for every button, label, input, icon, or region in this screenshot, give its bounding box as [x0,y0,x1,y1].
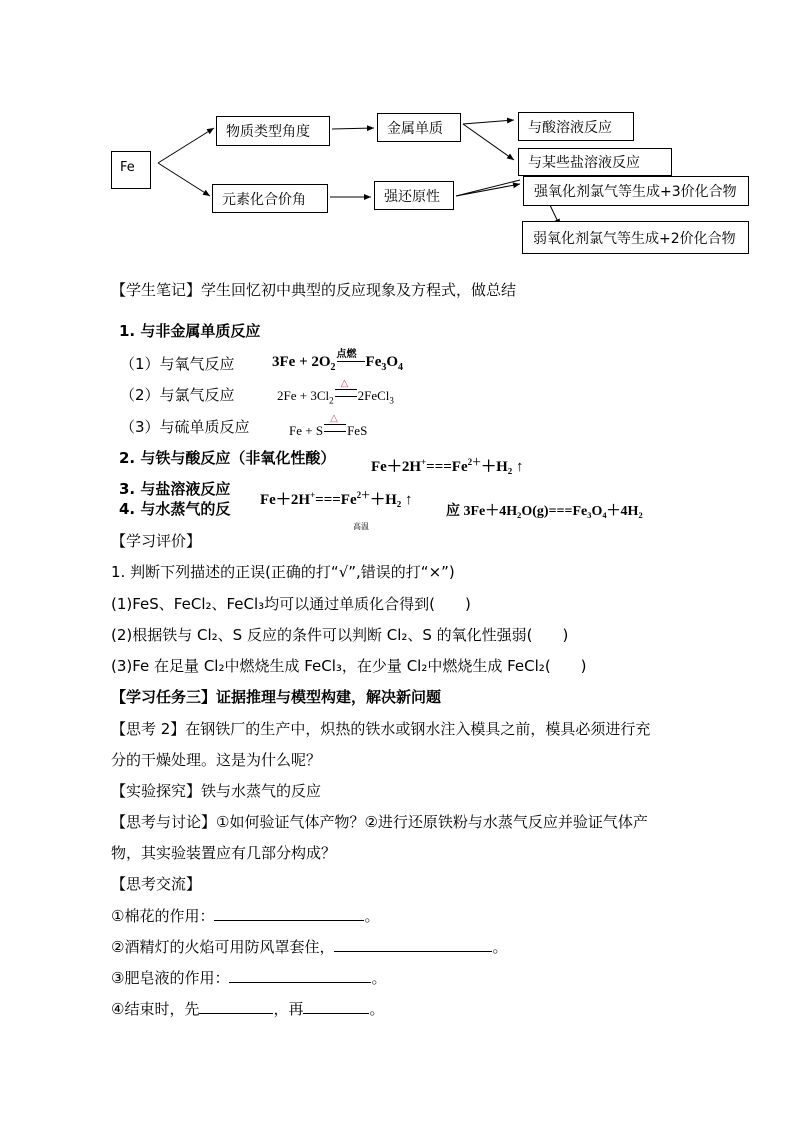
answer-blank-first-step[interactable] [199,999,273,1014]
valence-angle-box [212,184,328,213]
condition-heat-icon: △ [324,424,346,432]
arrow-reducing-to-strong [456,184,520,196]
exchange-item-3: ③肥皂液的作用： 。 [111,969,387,987]
equation-fe-steam: 应 3Fe＋4H₂O(g)===Fe₃O₄＋4H₂ [446,504,643,519]
equation-fe-oxygen: $3Fe + 2O_2$ 点燃 $Fe_3O_4$ [272,349,404,373]
condition-ignite: 点燃 [337,355,365,362]
notes-heading: 【学生笔记】学生回忆初中典型的反应现象及方程式，做总结 [111,281,517,299]
exchange-item-1: ①棉花的作用： 。 [111,907,380,925]
item-1-2: （2）与氯气反应 [120,386,235,404]
item-1-1: （1）与氧气反应 [120,355,235,373]
condition-heat-icon: △ [335,389,357,397]
evaluation-heading: 【学习评价】 [111,532,202,550]
section-4-title: 4. 与水蒸气的反 [119,500,231,518]
salt-reaction-box [518,148,672,176]
valence-angle-label: 元素化合价角 [222,191,306,208]
salt-reaction-label: 与某些盐溶液反应 [528,155,640,171]
metal-element-box [377,113,461,142]
arrow-metal-to-acid [463,120,514,124]
discuss-line1: 【思考与讨论】①如何验证气体产物？②进行还原铁粉与水蒸气反应并验证气体产 [111,813,648,831]
weak-oxidizer-label: 弱氧化剂氯气等生成+2价化合物 [533,230,736,247]
question-1-3: (3)Fe 在足量 Cl₂中燃烧生成 FeCl₃，在少量 Cl₂中燃烧生成 FeCl₂( ) [111,657,587,675]
answer-blank-windshield[interactable] [334,937,492,952]
equation-fe-salt: $Fe+2H^+===Fe^{2+}+H_2$ ↑ [260,490,413,508]
arrow-fe-to-category [158,128,214,163]
weak-oxidizer-box [522,221,749,254]
strong-oxidizer-box [523,176,749,206]
arrow-fe-to-valence [158,163,210,196]
equation-fe-acid: $Fe+2H^+===Fe^{2+}+H_2$ ↑ [371,457,524,475]
equation-fe-chlorine: $2Fe + 3Cl_2$ △ 2FeCl$_3$ [277,378,394,406]
strong-oxidizer-label: 强氧化剂氯气等生成+3价化合物 [534,184,737,200]
exchange-item-4: ④结束时，先 ，再 。 [111,1000,385,1018]
acid-reaction-box [518,112,634,141]
experiment-heading: 【实验探究】铁与水蒸气的反应 [111,782,322,800]
question-1: 1. 判断下列描述的正误(正确的打“√”,错误的打“×”) [111,563,455,581]
arrow-metal-to-salt [463,124,514,160]
acid-reaction-label: 与酸溶液反应 [528,119,612,136]
category-angle-label: 物质类型角度 [226,124,310,140]
item-1-3: （3）与硫单质反应 [120,418,250,436]
answer-blank-soap[interactable] [229,968,371,983]
fe-box [111,151,151,189]
question-1-1: (1)FeS、FeCl₂、FeCl₃均可以通过单质化合得到( ) [111,595,471,613]
metal-element-label: 金属单质 [387,120,443,137]
category-angle-box [216,116,330,146]
arrow-category-to-metal [332,128,374,129]
section-3-title: 3. 与盐溶液反应 [119,480,231,498]
section-2-title: 2. 与铁与酸反应（非氧化性酸） [119,449,336,467]
think2-line1: 【思考 2】在钢铁厂的生产中，炽热的铁水或钢水注入模具之前，模具必须进行充 [111,720,651,738]
question-1-2: (2)根据铁与 Cl₂、S 反应的条件可以判断 Cl₂、S 的氧化性强弱( ) [111,626,569,644]
equation-fe-sulfur: Fe + S △ FeS [289,413,368,438]
arrow-reducing-to-weak [456,180,520,196]
exchange-heading: 【思考交流】 [111,875,202,893]
exchange-item-2: ②酒精灯的火焰可用防风罩套住， 。 [111,938,508,956]
answer-blank-second-step[interactable] [303,999,369,1014]
condition-high-temp: 高温 [353,522,369,531]
section-1-title: 1. 与非金属单质反应 [119,322,261,340]
task3-heading: 【学习任务三】证据推理与模型构建，解决新问题 [111,688,442,706]
discuss-line2: 物，其实验装置应有几部分构成？ [111,844,337,862]
strong-reducing-box [374,181,454,210]
strong-reducing-label: 强还原性 [384,188,440,205]
think2-line2: 分的干燥处理。这是为什么呢？ [111,751,322,769]
fe-label: Fe [120,160,135,175]
answer-blank-cotton[interactable] [214,906,364,921]
